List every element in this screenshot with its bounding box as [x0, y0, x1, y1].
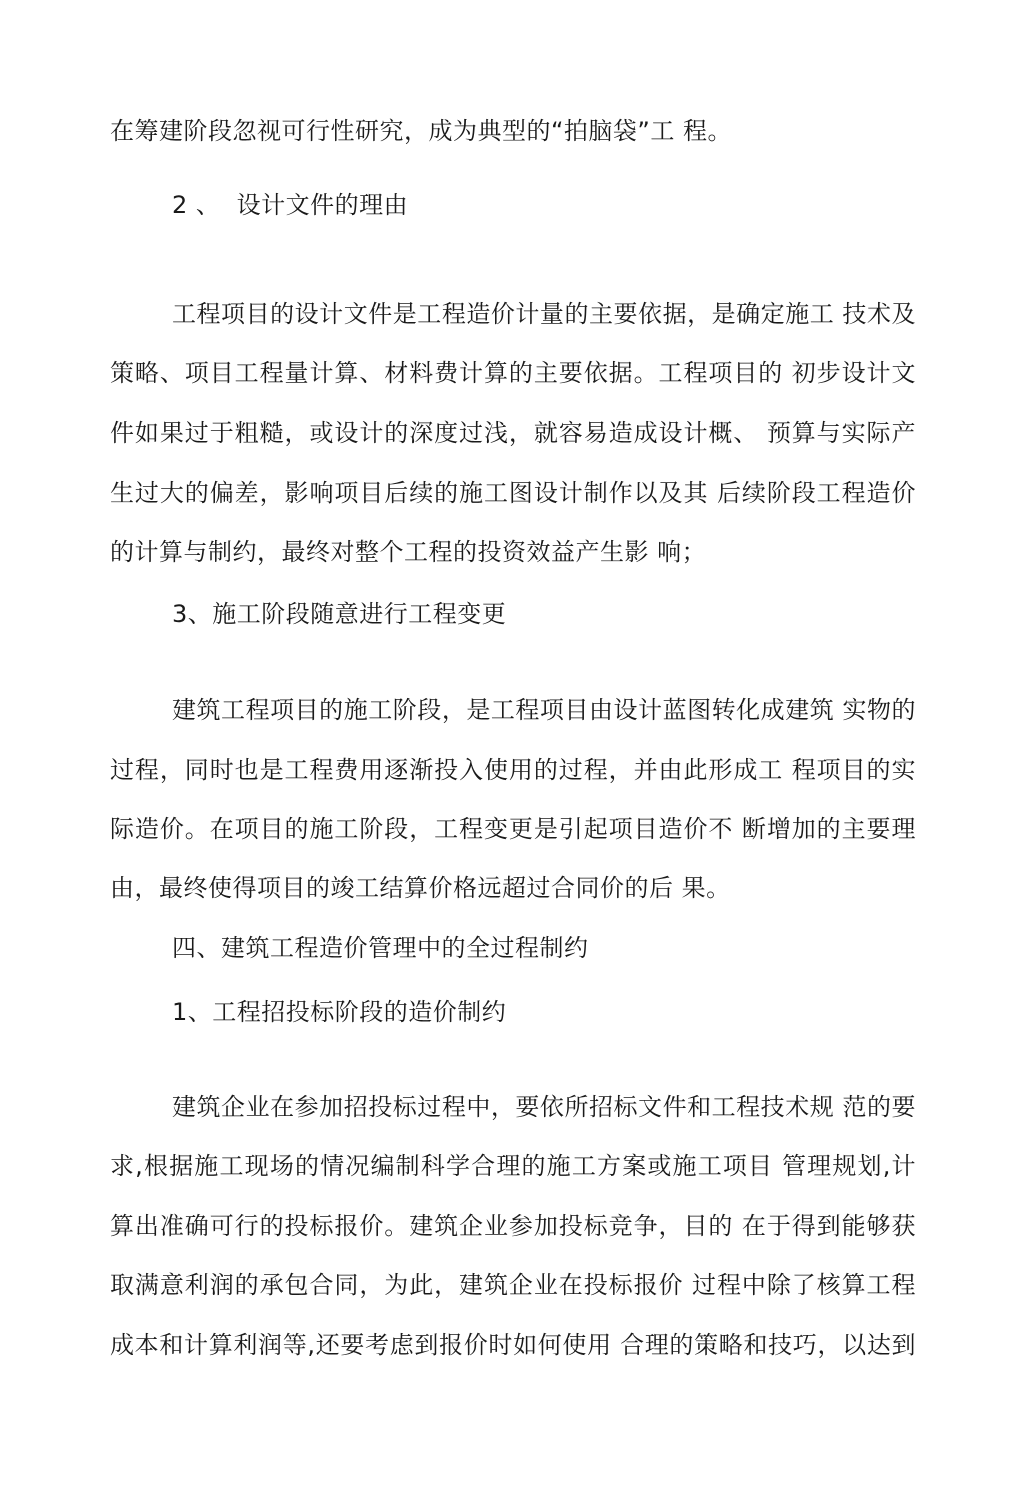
paragraph-line: 由，最终使得项目的竣工结算价格远超过合同价的后 果。 — [110, 874, 731, 902]
paragraph-line: 求,根据施工现场的情况编制科学合理的施工方案或施工项目 管理规划,计 — [110, 1152, 916, 1180]
paragraph-line: 在筹建阶段忽视可行性研究，成为典型的“拍脑袋”工 程。 — [110, 117, 732, 145]
section-heading: 2 、 设计文件的理由 — [172, 191, 409, 219]
section-heading: 四、建筑工程造价管理中的全过程制约 — [172, 934, 589, 962]
paragraph-line: 算出准确可行的投标报价。建筑企业参加投标竞争，目的 在于得到能够获 — [110, 1212, 916, 1240]
paragraph-line: 建筑工程项目的施工阶段，是工程项目由设计蓝图转化成建筑 实物的 — [172, 696, 916, 724]
paragraph-line: 成本和计算利润等,还要考虑到报价时如何使用 合理的策略和技巧，以达到 — [110, 1331, 916, 1359]
paragraph-line: 工程项目的设计文件是工程造价计量的主要依据，是确定施工 技术及 — [172, 300, 916, 328]
paragraph-line: 取满意利润的承包合同，为此，建筑企业在投标报价 过程中除了核算工程 — [110, 1271, 916, 1299]
paragraph-line: 建筑企业在参加招投标过程中，要依所招标文件和工程技术规 范的要 — [172, 1093, 916, 1121]
paragraph-line: 的计算与制约，最终对整个工程的投资效益产生影 响； — [110, 538, 707, 566]
section-heading: 1、工程招投标阶段的造价制约 — [172, 998, 507, 1026]
paragraph-line: 策略、项目工程量计算、材料费计算的主要依据。工程项目的 初步设计文 — [110, 359, 916, 387]
paragraph-line: 件如果过于粗糙，或设计的深度过浅，就容易造成设计概、 预算与实际产 — [110, 419, 916, 447]
paragraph-line: 生过大的偏差，影响项目后续的施工图设计制作以及其 后续阶段工程造价 — [110, 479, 916, 507]
paragraph-line: 过程，同时也是工程费用逐渐投入使用的过程，并由此形成工 程项目的实 — [110, 756, 916, 784]
paragraph-line: 际造价。在项目的施工阶段，工程变更是引起项目造价不 断增加的主要理 — [110, 815, 916, 843]
section-heading: 3、施工阶段随意进行工程变更 — [172, 600, 507, 628]
